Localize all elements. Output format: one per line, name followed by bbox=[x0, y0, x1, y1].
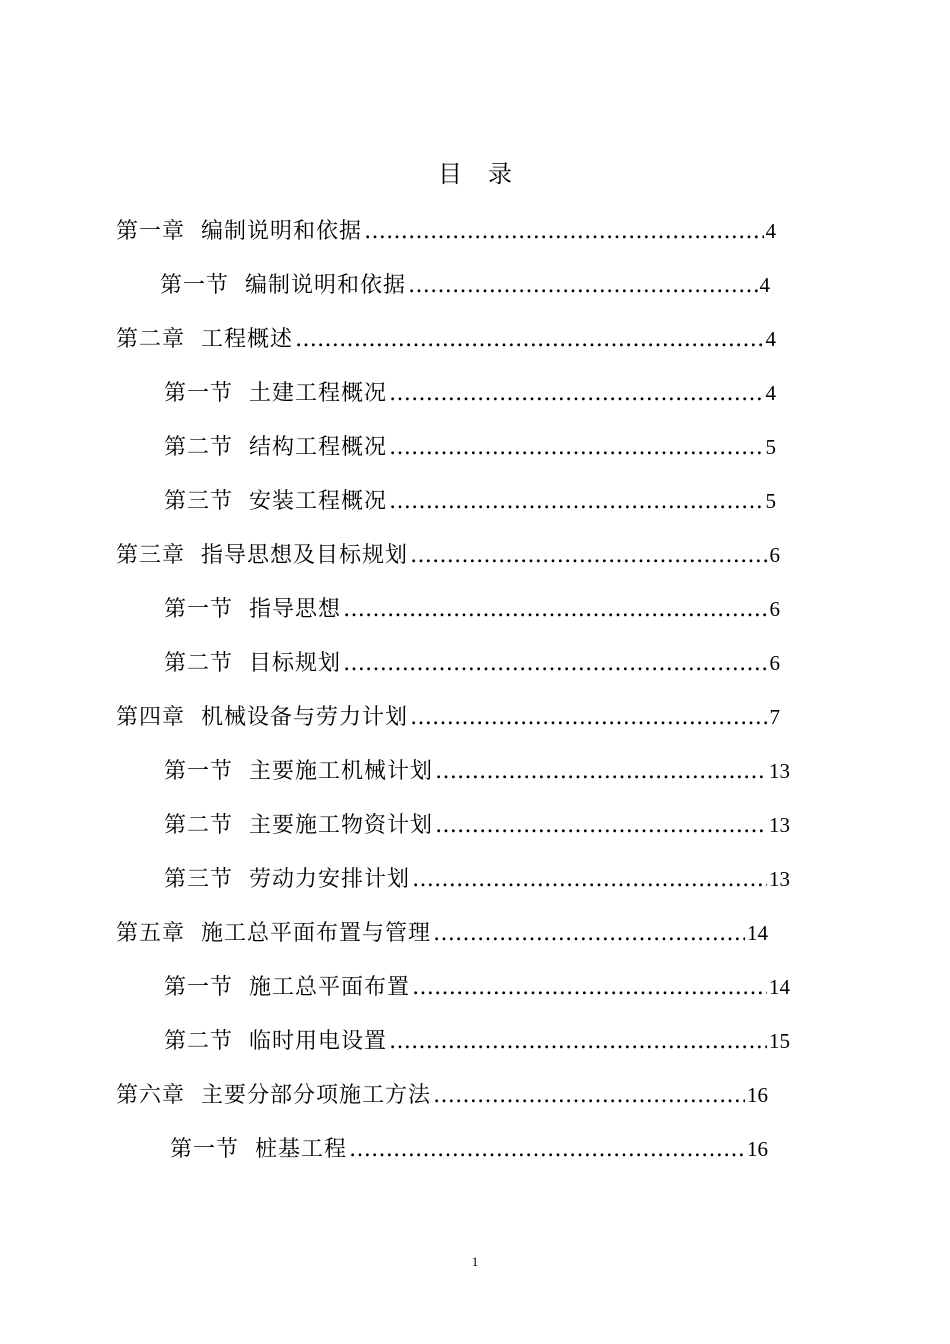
entry-page-number: 6 bbox=[769, 651, 780, 675]
toc-entry-section[interactable] bbox=[164, 1023, 790, 1059]
entry-page-number: 14 bbox=[769, 975, 790, 999]
toc-entry-chapter[interactable] bbox=[116, 537, 780, 573]
toc-entry-chapter[interactable] bbox=[116, 1077, 768, 1113]
entry-title: 目标规划 bbox=[249, 651, 342, 676]
entry-title: 主要施工机械计划 bbox=[249, 759, 434, 784]
entry-title: 编制说明和依据 bbox=[245, 273, 407, 298]
entry-label: 第三节 bbox=[164, 489, 234, 514]
dot-leader bbox=[389, 376, 763, 412]
dot-leader bbox=[349, 1132, 745, 1168]
entry-page-number: 4 bbox=[759, 273, 770, 297]
entry-label: 第六章 bbox=[116, 1083, 186, 1108]
entry-page-number: 13 bbox=[769, 759, 790, 783]
toc-entry-chapter[interactable] bbox=[116, 321, 776, 357]
entry-title: 工程概述 bbox=[201, 327, 294, 352]
entry-label: 第二章 bbox=[116, 327, 186, 352]
entry-page-number: 16 bbox=[747, 1137, 768, 1161]
entry-label: 第四章 bbox=[116, 705, 186, 730]
entry-page-number: 16 bbox=[747, 1083, 768, 1107]
dot-leader bbox=[343, 646, 767, 682]
entry-label: 第一节 bbox=[164, 597, 234, 622]
page-number: 1 bbox=[471, 1254, 479, 1269]
dot-leader bbox=[412, 970, 767, 1006]
dot-leader bbox=[389, 430, 763, 466]
entry-title: 安装工程概况 bbox=[249, 489, 388, 514]
entry-label: 第二节 bbox=[164, 1029, 234, 1054]
entry-page-number: 13 bbox=[769, 867, 790, 891]
toc-entry-section[interactable] bbox=[164, 645, 780, 681]
entry-title: 指导思想 bbox=[249, 597, 342, 622]
toc-entry-section[interactable] bbox=[170, 1131, 768, 1167]
entry-page-number: 4 bbox=[765, 381, 776, 405]
toc-title: 目录 bbox=[438, 160, 538, 188]
dot-leader bbox=[343, 592, 767, 628]
toc-entry-chapter[interactable] bbox=[116, 213, 776, 249]
entry-label: 第一节 bbox=[164, 975, 234, 1000]
toc-entry-section[interactable] bbox=[164, 483, 776, 519]
toc-entry-chapter[interactable] bbox=[116, 699, 780, 735]
entry-title: 编制说明和依据 bbox=[201, 219, 363, 244]
dot-leader bbox=[364, 214, 763, 250]
entry-title: 主要分部分项施工方法 bbox=[201, 1083, 432, 1108]
entry-title: 结构工程概况 bbox=[249, 435, 388, 460]
entry-label: 第五章 bbox=[116, 921, 186, 946]
toc-entry-section[interactable] bbox=[164, 969, 790, 1005]
dot-leader bbox=[435, 754, 767, 790]
dot-leader bbox=[410, 700, 767, 736]
toc-entry-section[interactable] bbox=[164, 375, 776, 411]
entry-page-number: 15 bbox=[769, 1029, 790, 1053]
toc-entry-section[interactable] bbox=[164, 753, 790, 789]
entry-title: 施工总平面布置与管理 bbox=[201, 921, 432, 946]
entry-title: 土建工程概况 bbox=[249, 381, 388, 406]
toc-entry-section[interactable] bbox=[164, 429, 776, 465]
dot-leader bbox=[433, 916, 745, 952]
dot-leader bbox=[408, 268, 757, 304]
dot-leader bbox=[433, 1078, 745, 1114]
dot-leader bbox=[389, 484, 763, 520]
entry-label: 第一章 bbox=[116, 219, 186, 244]
entry-page-number: 4 bbox=[765, 219, 776, 243]
entry-title: 指导思想及目标规划 bbox=[201, 543, 409, 568]
entry-label: 第三章 bbox=[116, 543, 186, 568]
toc-entry-section[interactable] bbox=[164, 591, 780, 627]
entry-title: 主要施工物资计划 bbox=[249, 813, 434, 838]
entry-label: 第二节 bbox=[164, 435, 234, 460]
entry-label: 第二节 bbox=[164, 651, 234, 676]
entry-page-number: 4 bbox=[765, 327, 776, 351]
toc-entry-section[interactable] bbox=[164, 861, 790, 897]
dot-leader bbox=[412, 862, 767, 898]
entry-page-number: 6 bbox=[769, 543, 780, 567]
entry-page-number: 5 bbox=[765, 489, 776, 513]
dot-leader bbox=[295, 322, 763, 358]
entry-label: 第一节 bbox=[170, 1137, 240, 1162]
dot-leader bbox=[435, 808, 767, 844]
entry-page-number: 14 bbox=[747, 921, 768, 945]
toc-entry-section[interactable] bbox=[160, 267, 770, 303]
entry-page-number: 13 bbox=[769, 813, 790, 837]
dot-leader bbox=[389, 1024, 767, 1060]
entry-page-number: 7 bbox=[769, 705, 780, 729]
toc-entry-chapter[interactable] bbox=[116, 915, 768, 951]
entry-title: 劳动力安排计划 bbox=[249, 867, 411, 892]
entry-label: 第二节 bbox=[164, 813, 234, 838]
entry-title: 机械设备与劳力计划 bbox=[201, 705, 409, 730]
entry-label: 第一节 bbox=[164, 381, 234, 406]
entry-title: 桩基工程 bbox=[255, 1137, 348, 1162]
entry-label: 第三节 bbox=[164, 867, 234, 892]
entry-label: 第一节 bbox=[160, 273, 230, 298]
entry-page-number: 5 bbox=[765, 435, 776, 459]
entry-page-number: 6 bbox=[769, 597, 780, 621]
entry-title: 施工总平面布置 bbox=[249, 975, 411, 1000]
entry-title: 临时用电设置 bbox=[249, 1029, 388, 1054]
toc-entry-section[interactable] bbox=[164, 807, 790, 843]
entry-label: 第一节 bbox=[164, 759, 234, 784]
dot-leader bbox=[410, 538, 767, 574]
